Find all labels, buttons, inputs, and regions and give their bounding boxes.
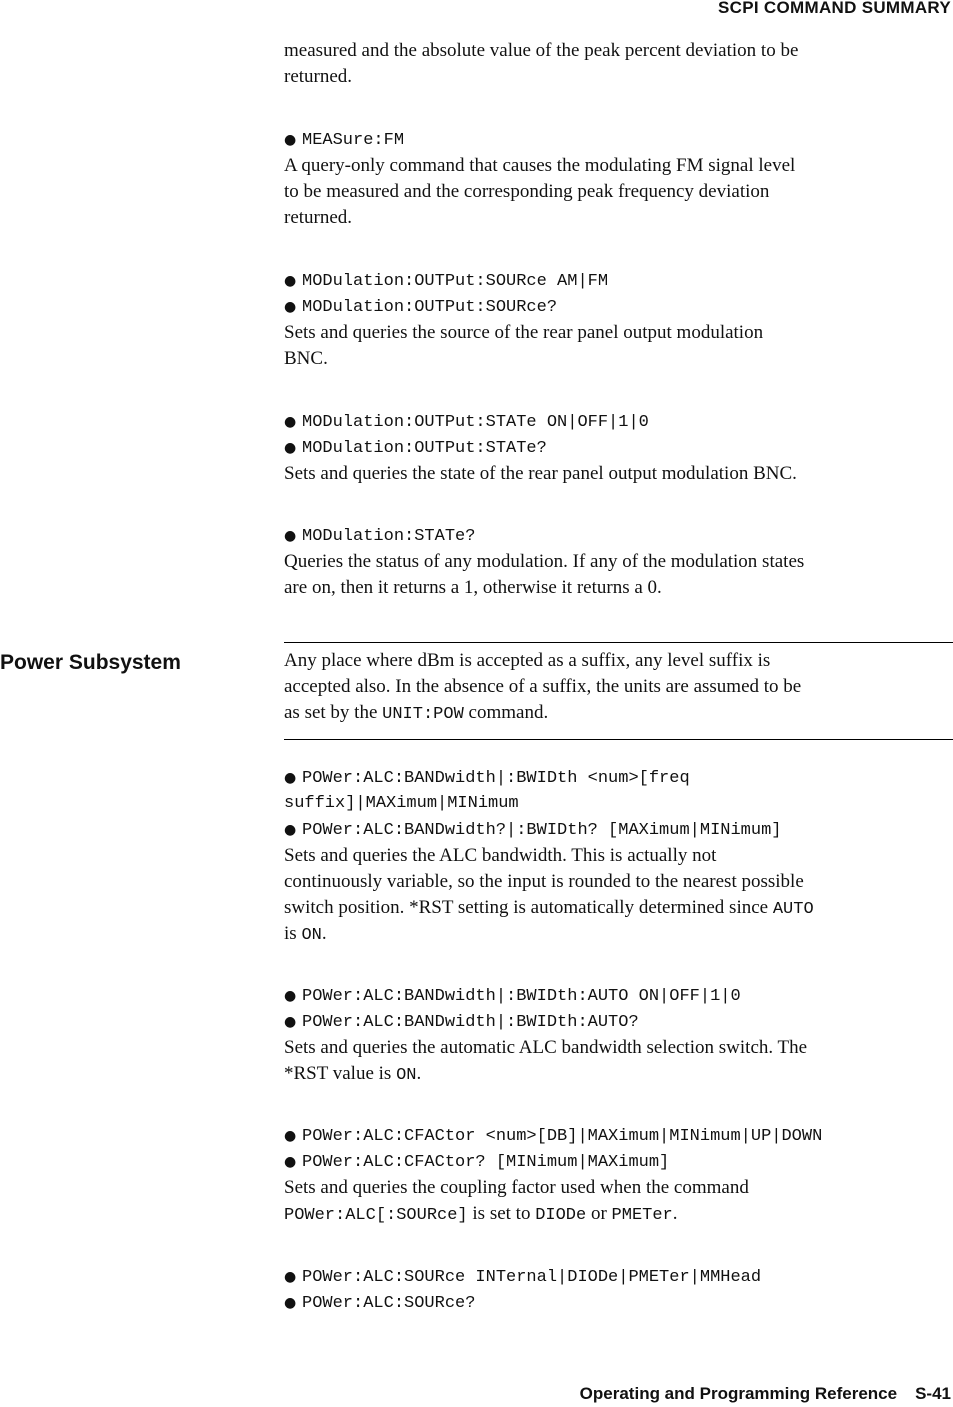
description-line: are on, then it returns a 1, otherwise it returns a 0.: [284, 577, 662, 598]
command-syntax: ● POWer:ALC:CFACtor <num>[DB]|MAXimum|MINimum|UP|DOWN: [284, 1123, 953, 1149]
bullet-icon: ●: [284, 1269, 297, 1285]
command-syntax: ● MODulation:OUTPut:STATe ON|OFF|1|0: [284, 409, 953, 435]
command-syntax: ● POWer:ALC:SOURce INTernal|DIODe|PMETer|MMHead: [284, 1264, 953, 1290]
description-line: returned.: [284, 207, 353, 228]
description-line: Sets and queries the source of the rear panel output modulation: [284, 322, 764, 343]
section-rule-bottom: [284, 739, 953, 740]
command-syntax: ● POWer:ALC:BANDwidth|:BWIDth <num>[freq: [284, 765, 953, 791]
bullet-icon: ●: [284, 822, 297, 838]
command-entry-measure-fm: [284, 127, 953, 231]
description-line: *RST value is ON.: [284, 1063, 422, 1085]
inline-code: UNIT:POW: [382, 705, 464, 724]
bullet-icon: ●: [284, 528, 297, 544]
description-line: BNC.: [284, 348, 328, 369]
inline-code: ON: [396, 1066, 417, 1085]
running-header: SCPI COMMAND SUMMARY: [718, 0, 951, 17]
command-entry-alc-cfactor: [284, 1123, 953, 1227]
command-syntax: ● MEASure:FM: [284, 127, 953, 153]
command-syntax: ● POWer:ALC:CFACtor? [MINimum|MAXimum]: [284, 1149, 953, 1175]
inline-code: ON: [301, 926, 322, 945]
bullet-icon: ●: [284, 1154, 297, 1170]
intro-line: Any place where dBm is accepted as a suffix, any level suffix is: [284, 650, 771, 671]
command-syntax: ● POWer:ALC:BANDwidth|:BWIDth:AUTO?: [284, 1009, 953, 1035]
intro-line: as set by the UNIT:POW command.: [284, 702, 549, 724]
command-entry-alc-bandwidth: [284, 765, 953, 947]
command-description: [284, 1175, 953, 1227]
page-number: S-41: [915, 1384, 951, 1403]
bullet-icon: ●: [284, 988, 297, 1004]
command-description: [284, 153, 953, 231]
inline-code: AUTO: [772, 900, 814, 919]
description-continued: [284, 38, 953, 90]
description-line: continuously variable, so the input is rounded to the nearest possible: [284, 871, 804, 892]
bullet-icon: ●: [284, 1014, 297, 1030]
command-entry-alc-source: [284, 1264, 953, 1316]
intro-line: accepted also. In the absence of a suffix, the units are assumed to be: [284, 676, 802, 697]
inline-code: POWer:ALC[:SOURce]: [284, 1206, 468, 1225]
section-intro: [284, 648, 953, 726]
command-syntax: ● POWer:ALC:BANDwidth|:BWIDth:AUTO ON|OFF|1|0: [284, 983, 953, 1009]
inline-code: DIODe: [535, 1206, 587, 1225]
command-entry-alc-bandwidth-auto: [284, 983, 953, 1087]
description-line: returned.: [284, 66, 353, 87]
command-entry-modulation-output-source: [284, 268, 953, 372]
description-line: Sets and queries the ALC bandwidth. This is actually not: [284, 845, 717, 866]
command-description: [284, 461, 953, 487]
description-line: Sets and queries the coupling factor used when the command: [284, 1177, 749, 1198]
command-syntax: ● MODulation:STATe?: [284, 523, 953, 549]
command-description: [284, 549, 953, 601]
description-line: Queries the status of any modulation. If any of the modulation states: [284, 551, 805, 572]
description-line: switch position. *RST setting is automatically determined since AUTO: [284, 897, 814, 919]
command-entry-modulation-state: [284, 523, 953, 601]
section-heading: Power Subsystem: [0, 651, 181, 674]
section-rule-top: [284, 642, 953, 643]
inline-code: PMETer: [611, 1206, 673, 1225]
bullet-icon: ●: [284, 440, 297, 456]
bullet-icon: ●: [284, 770, 297, 786]
command-syntax: ● MODulation:OUTPut:STATe?: [284, 435, 953, 461]
bullet-icon: ●: [284, 273, 297, 289]
command-description: [284, 320, 953, 372]
bullet-icon: ●: [284, 414, 297, 430]
command-syntax: ● POWer:ALC:SOURce?: [284, 1290, 953, 1316]
command-entry-modulation-output-state: [284, 409, 953, 487]
running-footer: [580, 1384, 951, 1404]
footer-title: Operating and Programming Reference: [579, 1384, 898, 1403]
command-syntax: ● MODulation:OUTPut:SOURce?: [284, 294, 953, 320]
description-line: Sets and queries the state of the rear panel output modulation BNC.: [284, 463, 797, 484]
command-description: [284, 1035, 953, 1087]
description-line: is ON.: [284, 923, 327, 945]
description-line: POWer:ALC[:SOURce] is set to DIODe or PMETer.: [284, 1203, 678, 1225]
command-syntax: ● MODulation:OUTPut:SOURce AM|FM: [284, 268, 953, 294]
bullet-icon: ●: [284, 132, 297, 148]
description-line: measured and the absolute value of the peak percent deviation to be: [284, 40, 799, 61]
bullet-icon: ●: [284, 299, 297, 315]
bullet-icon: ●: [284, 1128, 297, 1144]
command-description: [284, 843, 953, 947]
description-line: A query-only command that causes the modulating FM signal level: [284, 155, 796, 176]
description-line: to be measured and the corresponding peak frequency deviation: [284, 181, 770, 202]
command-syntax: ● POWer:ALC:BANDwidth?|:BWIDth? [MAXimum|MINimum]: [284, 817, 953, 843]
description-line: Sets and queries the automatic ALC bandwidth selection switch. The: [284, 1037, 808, 1058]
bullet-icon: ●: [284, 1295, 297, 1311]
command-syntax-continued: suffix]|MAXimum|MINimum: [284, 794, 519, 813]
